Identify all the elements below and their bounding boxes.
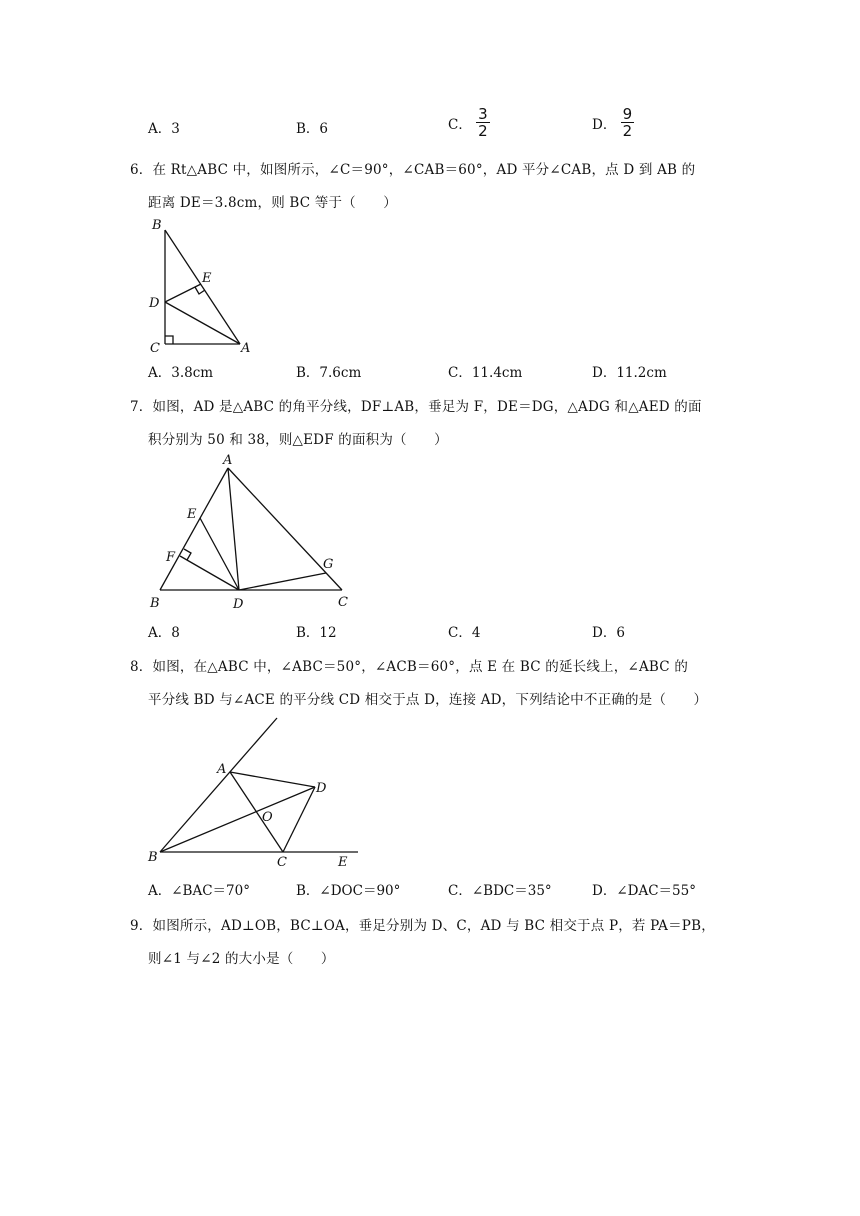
q8-stem-line2: 平分线 BD 与∠ACE 的平分线 CD 相交于点 D，连接 AD，下列结论中不正确的是（ ） [148, 692, 708, 708]
segment-ba [165, 230, 240, 344]
q5-option-c[interactable]: C． $\frac{3}{2}$ [448, 105, 488, 140]
label-d: D [149, 296, 160, 311]
q5-option-b[interactable]: B．6 [296, 121, 329, 137]
label-e: E [187, 507, 197, 522]
segment-da [165, 302, 240, 344]
q7-option-d[interactable]: D．6 [592, 625, 625, 641]
label-b: B [150, 596, 160, 611]
label-b: B [152, 218, 162, 233]
label-c: C [338, 595, 348, 610]
q6-stem-line2: 距离 DE＝3.8cm，则 BC 等于（ ） [148, 195, 397, 211]
q9-stem-line1: 9．如图所示，AD⊥OB，BC⊥OA，垂足分别为 D、C，AD 与 BC 相交于点 P，若 PA＝PB， [130, 918, 715, 934]
q7-stem-line2: 积分别为 50 和 38，则△EDF 的面积为（ ） [148, 432, 448, 448]
q8-option-b[interactable]: B．∠DOC＝90° [296, 883, 401, 899]
fraction: $\frac{3}{2}$ [478, 105, 488, 140]
segment-ba-extended [160, 718, 277, 852]
q7-figure [140, 450, 360, 615]
q8-option-d[interactable]: D．∠DAC＝55° [592, 883, 696, 899]
q8-option-c[interactable]: C．∠BDC＝35° [448, 883, 552, 899]
label-d: D [316, 781, 327, 796]
label-a: A [241, 341, 251, 354]
label-a: A [223, 453, 233, 468]
q5-option-d[interactable]: D． $\frac{9}{2}$ [592, 105, 633, 140]
segment-ab [160, 468, 228, 590]
q6-stem-line1: 6．在 Rt△ABC 中，如图所示，∠C＝90°，∠CAB＝60°，AD 平分∠CAB，点 D 到 AB 的 [130, 162, 696, 178]
q8-option-a[interactable]: A．∠BAC＝70° [148, 883, 250, 899]
q6-option-b[interactable]: B．7.6cm [296, 365, 362, 381]
q6-figure [140, 212, 270, 354]
label-c: C [150, 341, 160, 354]
q6-option-c[interactable]: C．11.4cm [448, 365, 523, 381]
q7-option-b[interactable]: B．12 [296, 625, 337, 641]
q7-option-a[interactable]: A．8 [148, 625, 180, 641]
segment-bd [160, 787, 315, 852]
segment-cd [283, 787, 315, 852]
segment-de [165, 284, 201, 302]
label-o: O [262, 810, 273, 825]
q9-stem-line2: 则∠1 与∠2 的大小是（ ） [148, 951, 335, 967]
label-d: D [233, 597, 244, 612]
label-g: G [323, 557, 334, 572]
q6-option-d[interactable]: D．11.2cm [592, 365, 667, 381]
q8-stem-line1: 8．如图，在△ABC 中，∠ABC＝50°，∠ACB＝60°，点 E 在 BC 的延长线上，∠ABC 的 [130, 659, 689, 675]
fraction: $\frac{9}{2}$ [622, 105, 633, 140]
label-e: E [338, 855, 348, 870]
label-a: A [217, 762, 227, 777]
q5-option-a[interactable]: A．3 [148, 121, 180, 137]
label-e: E [202, 271, 212, 286]
label-f: F [166, 550, 176, 565]
segment-dg [239, 573, 326, 590]
right-angle-mark-c [165, 336, 173, 344]
q7-option-c[interactable]: C．4 [448, 625, 481, 641]
segment-ad [230, 772, 315, 787]
q6-option-a[interactable]: A．3.8cm [148, 365, 214, 381]
q7-stem-line1: 7．如图，AD 是△ABC 的角平分线，DF⊥AB，垂足为 F，DE＝DG，△ADG 和△AED 的面 [130, 399, 702, 415]
q8-figure [140, 712, 370, 872]
label-c: C [277, 855, 287, 870]
label-b: B [148, 850, 158, 865]
